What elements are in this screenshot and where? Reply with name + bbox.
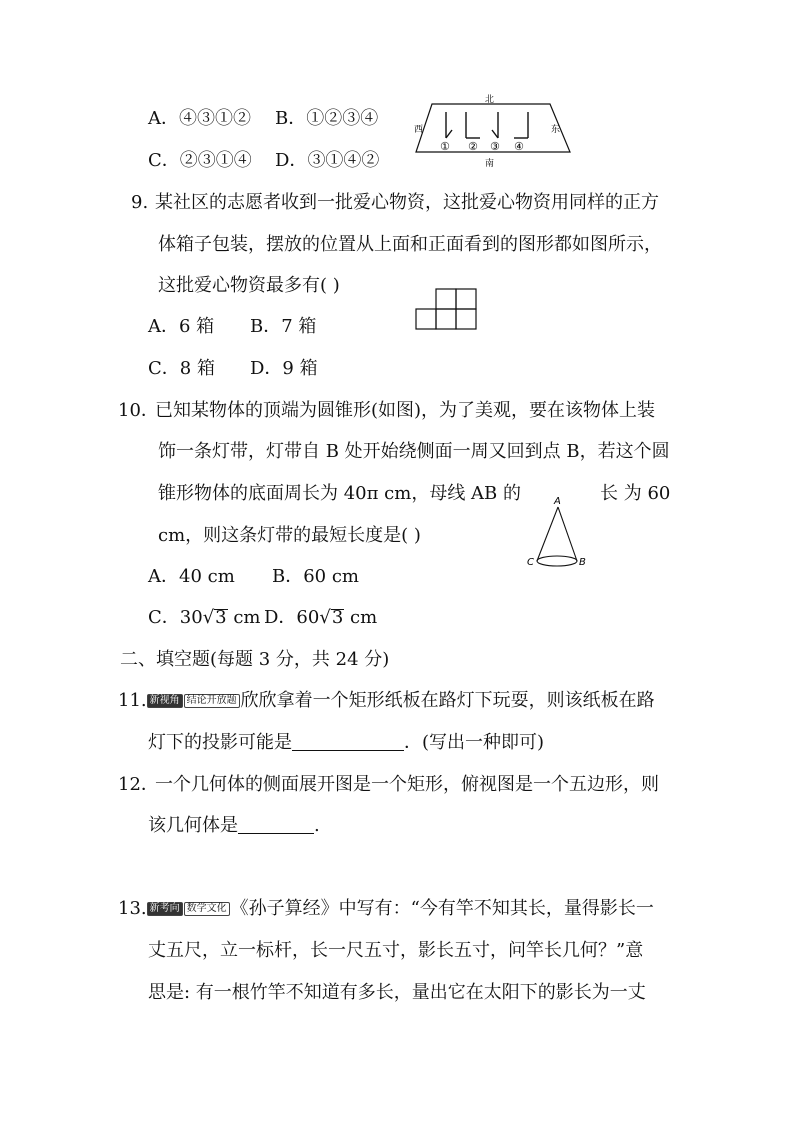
- q8-num-2: ②: [468, 140, 478, 153]
- q11-tag-new-perspective: 新视角: [147, 694, 183, 708]
- q11-answer-blank[interactable]: [292, 732, 404, 751]
- q10-label-b: B: [579, 557, 586, 568]
- q13-line-3: 思是: 有一根竹竿不知道有多长，量出它在太阳下的影长为一丈: [148, 982, 646, 1003]
- q10-cone-figure: [522, 494, 592, 574]
- q11-number: 11.: [118, 690, 147, 711]
- q12-line-1: 一个几何体的侧面展开图是一个矩形，俯视图是一个五边形，则: [155, 774, 659, 795]
- q9-view-figure: [414, 286, 480, 332]
- q8-west-label: 西: [414, 125, 424, 135]
- q8-option-c: C．②③①④: [148, 150, 252, 171]
- q10-line-3b: 长 为 60: [600, 483, 671, 504]
- q11-line-2: 灯下的投影可能是 ．(写出一种即可): [148, 732, 545, 753]
- q10-option-c: C．30√3 cm: [148, 607, 261, 628]
- q10-option-b: B．60 cm: [272, 566, 360, 587]
- q9-line-3: 这批爱心物资最多有( ): [158, 275, 340, 296]
- q10-label-c: C: [527, 557, 534, 568]
- q13-tag-math-culture: 数学文化: [184, 902, 230, 916]
- q12-number: 12．: [118, 774, 159, 795]
- q9-number: 9.: [131, 192, 149, 213]
- q8-option-d: D．③①④②: [275, 150, 380, 171]
- q9-line-2: 体箱子包装，摆放的位置从上面和正面看到的图形都如图所示，: [158, 234, 662, 255]
- q10-option-d: D．60√3 cm: [264, 607, 378, 628]
- q10-line-3a: 锥形物体的底面周长为 40π cm，母线 AB 的: [158, 483, 521, 504]
- q12-line-2: 该几何体是 .: [148, 815, 320, 836]
- q13-line-2: 丈五尺，立一标杆，长一尺五寸，影长五寸，问竿长几何？”意: [148, 940, 644, 961]
- q9-option-b: B．7 箱: [250, 316, 317, 337]
- q13-tag-new-direction: 新考向: [147, 902, 183, 916]
- q9-option-a: A．6 箱: [148, 316, 215, 337]
- q9-option-d: D．9 箱: [250, 358, 318, 379]
- q8-option-a: A．④③①②: [148, 108, 251, 129]
- q8-east-label: 东: [551, 125, 561, 135]
- q9-line-1: 某社区的志愿者收到一批爱心物资，这批爱心物资用同样的正方: [155, 192, 659, 213]
- q12-answer-blank[interactable]: [238, 815, 314, 834]
- q8-south-label: 南: [485, 159, 495, 169]
- q8-north-label: 北: [485, 95, 495, 105]
- q8-option-b: B．①②③④: [275, 108, 379, 129]
- section-fill-in-heading: 二、填空题(每题 3 分，共 24 分): [120, 649, 390, 670]
- q10-label-a: A: [554, 496, 561, 507]
- q9-option-c: C．8 箱: [148, 358, 215, 379]
- q8-num-1: ①: [440, 140, 450, 153]
- q10-line-4: cm，则这条灯带的最短长度是( ): [158, 525, 421, 546]
- q8-num-4: ④: [514, 140, 524, 153]
- q11-tag-open-ended: 结论开放题: [184, 694, 240, 708]
- q8-num-3: ③: [490, 140, 500, 153]
- q10-option-a: A．40 cm: [148, 566, 235, 587]
- q13-number: 13.: [118, 898, 147, 919]
- q11-line-1: 11. 新视角 结论开放题 欣欣拿着一个矩形纸板在路灯下玩耍，则该纸板在路: [118, 690, 655, 711]
- q10-line-2: 饰一条灯带，灯带自 B 处开始绕侧面一周又回到点 B，若这个圆: [158, 441, 670, 462]
- q10-number: 10．: [118, 400, 159, 421]
- q13-line-1: 13. 新考向 数学文化 《孙子算经》中写有：“今有竿不知其长，量得影长一: [118, 898, 654, 919]
- q8-shadow-figure: [410, 92, 580, 172]
- q10-line-1: 已知某物体的顶端为圆锥形(如图)，为了美观，要在该物体上装: [155, 400, 656, 421]
